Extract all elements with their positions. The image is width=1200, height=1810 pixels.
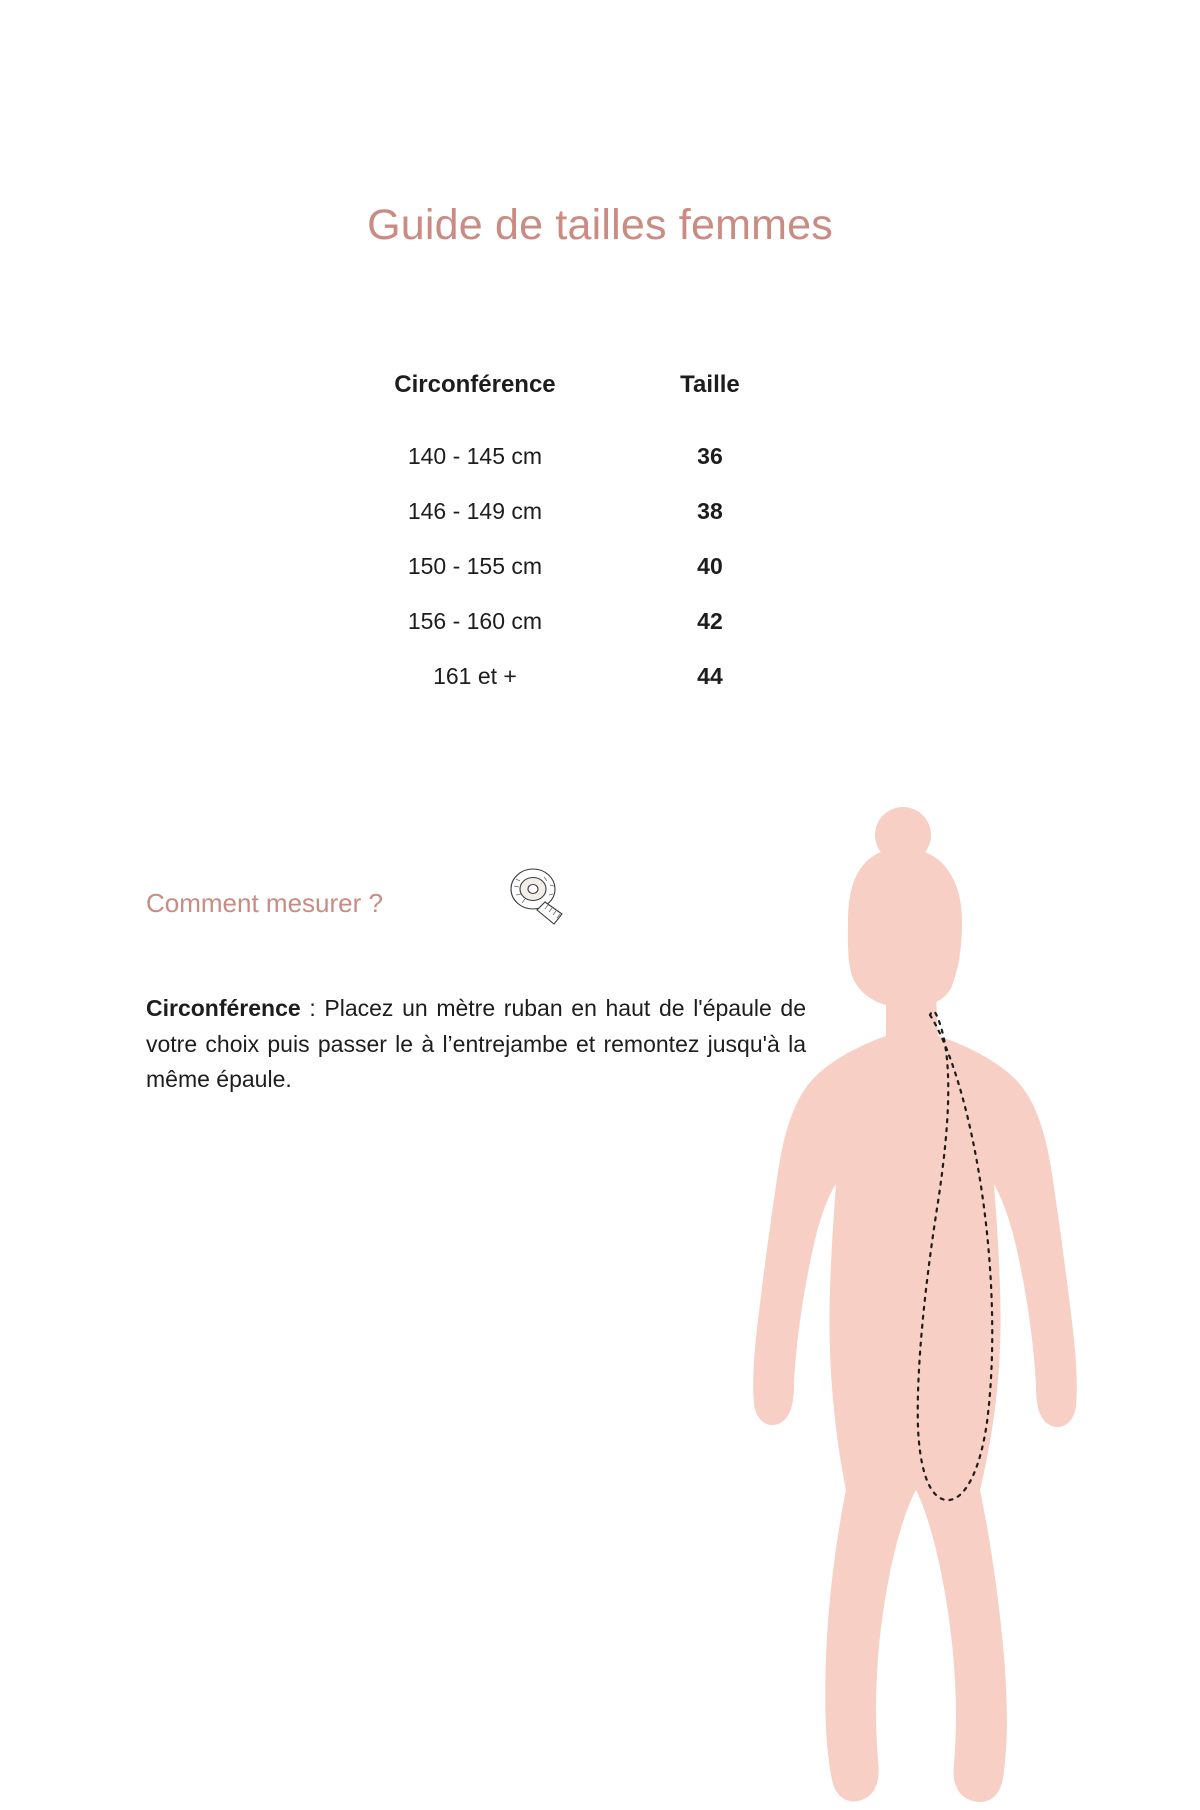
how-to-measure-instructions: Placez un mètre ruban en haut de l'épaule de votre choix puis passer le à l’entrejambe et remontez jusqu'à la même épaule. — [146, 995, 807, 1093]
cell-size: 36 — [697, 443, 723, 469]
cell-circumference: 140 - 145 cm — [407, 443, 543, 469]
cell-size: 42 — [697, 608, 723, 634]
table-row — [330, 594, 800, 649]
how-to-measure-text — [146, 991, 806, 1098]
table-header-row — [330, 370, 800, 429]
cell-size: 44 — [697, 663, 723, 689]
cell-circumference: 161 et + — [433, 663, 517, 689]
cell-circumference: 150 - 155 cm — [407, 553, 543, 579]
table-row — [330, 484, 800, 539]
cell-size: 40 — [697, 553, 723, 579]
how-to-measure-label: Circonférence — [146, 995, 301, 1021]
how-to-measure-heading: Comment mesurer ? — [146, 888, 383, 918]
column-header-circumference: Circonférence — [394, 371, 556, 398]
measuring-tape-icon — [500, 862, 572, 928]
female-body-silhouette — [740, 800, 1170, 1800]
cell-size: 38 — [697, 498, 723, 524]
page-title: Guide de tailles femmes — [367, 200, 833, 249]
table-row — [330, 539, 800, 594]
table-row — [330, 429, 800, 484]
table-row — [330, 649, 800, 704]
how-to-measure-separator: : — [300, 995, 325, 1021]
cell-circumference: 146 - 149 cm — [407, 498, 543, 524]
cell-circumference: 156 - 160 cm — [407, 608, 543, 634]
column-header-size: Taille — [680, 371, 740, 398]
size-chart-table — [330, 370, 800, 704]
